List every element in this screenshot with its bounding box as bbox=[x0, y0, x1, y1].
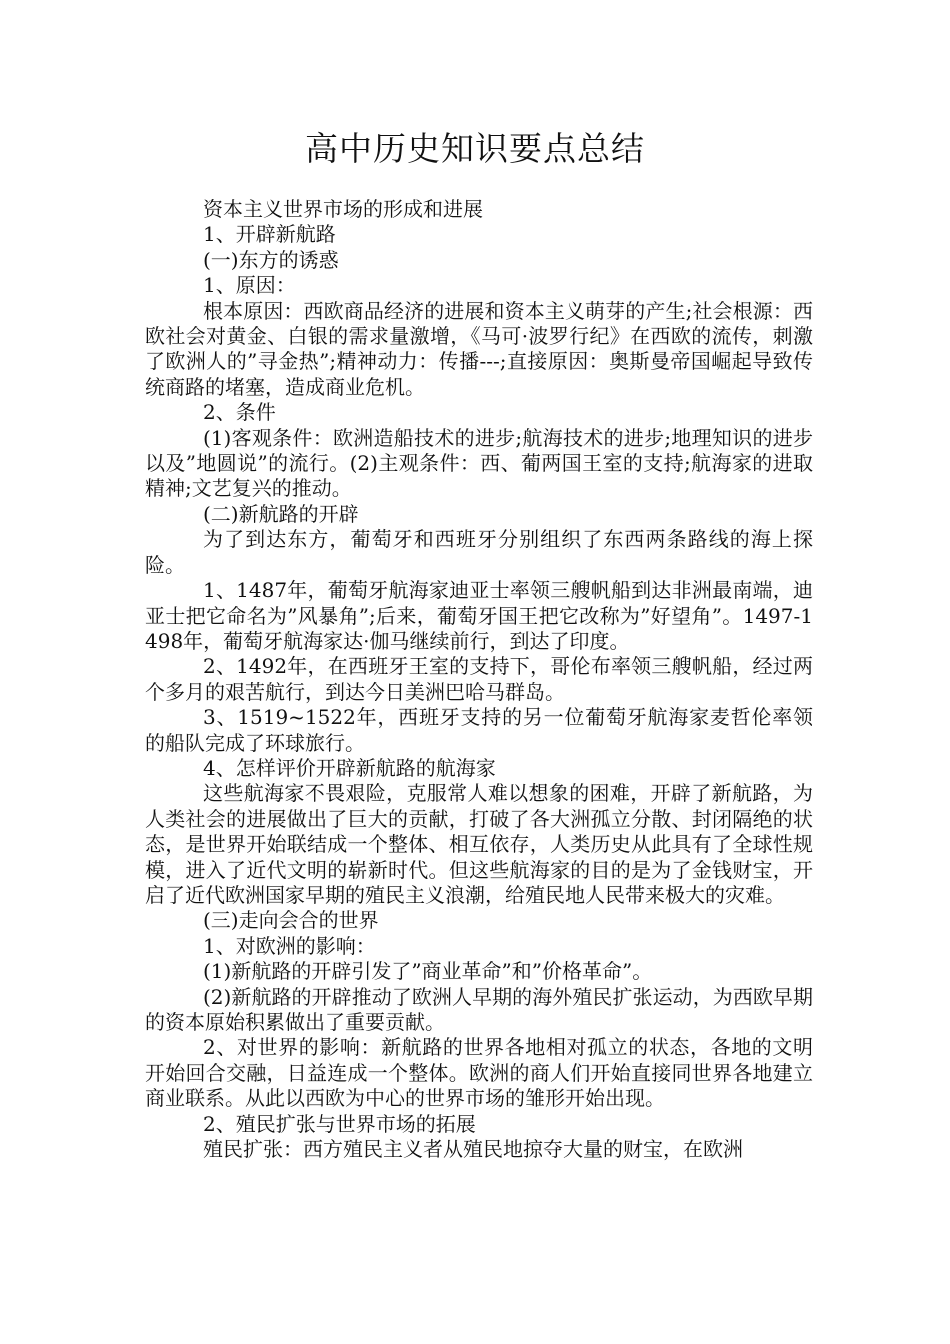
paragraph-section-heading: 资本主义世界市场的形成和进展 bbox=[203, 197, 483, 221]
paragraph: 2、1492年，在西班牙王室的支持下，哥伦布率领三艘帆船，经过两个多月的艰苦航行，到达今日美洲巴哈马群岛。 bbox=[145, 654, 813, 704]
paragraph: 殖民扩张：西方殖民主义者从殖民地掠夺大量的财宝，在欧洲 bbox=[203, 1137, 743, 1162]
paragraph: (1)客观条件：欧洲造船技术的进步;航海技术的进步;地理知识的进步以及”地圆说”的流行。(2)主观条件：西、葡两国王室的支持;航海家的进取精神;文艺复兴的推动。 bbox=[145, 425, 813, 501]
paragraph-heading: 1、对欧洲的影响： bbox=[203, 933, 376, 958]
paragraph: 为了到达东方，葡萄牙和西班牙分别组织了东西两条路线的海上探险。 bbox=[145, 527, 813, 577]
paragraph: 3、1519~1522年，西班牙支持的另一位葡萄牙航海家麦哲伦率领的船队完成了环球旅行。 bbox=[145, 705, 813, 755]
paragraph: 1、1487年，葡萄牙航海家迪亚士率领三艘帆船到达非洲最南端，迪亚士把它命名为”风暴角”;后来，葡萄牙国王把它改称为”好望角”。1497-1498年，葡萄牙航海家达·伽马继续前行，到达了印度。 bbox=[145, 578, 813, 653]
paragraph: (2)新航路的开辟推动了欧洲人早期的海外殖民扩张运动，为西欧早期的资本原始积累做出了重要贡献。 bbox=[145, 984, 813, 1034]
paragraph-heading: 2、条件 bbox=[203, 400, 276, 425]
document-title: 高中历史知识要点总结 bbox=[305, 129, 645, 168]
paragraph: (1)新航路的开辟引发了”商业革命”和”价格革命”。 bbox=[203, 959, 653, 984]
paragraph-heading: 1、原因： bbox=[203, 273, 296, 298]
paragraph-heading: 2、殖民扩张与世界市场的拓展 bbox=[203, 1111, 476, 1136]
paragraph-subheading: (一)东方的诱惑 bbox=[203, 247, 339, 272]
paragraph: 这些航海家不畏艰险，克服常人难以想象的困难，开辟了新航路，为人类社会的进展做出了巨大的贡献，打破了各大洲孤立分散、封闭隔绝的状态，是世界开始联结成一个整体、相互依存，人类历史从此具有了全球性规模，进入了近代文明的崭新时代。但这些航海家的目的是为了金钱财宝，开启了近代欧洲国家早期的殖民主义浪潮，给殖民地人民带来极大的灾难。 bbox=[145, 781, 813, 907]
document-body bbox=[145, 197, 813, 1162]
paragraph: 根本原因：西欧商品经济的进展和资本主义萌芽的产生;社会根源：西欧社会对黄金、白银的需求量激增，《马可·波罗行纪》在西欧的流传，刺激了欧洲人的”寻金热”;精神动力：传播---;直接原因：奥斯曼帝国崛起导致传统商路的堵塞，造成商业危机。 bbox=[145, 298, 813, 399]
paragraph-heading: 1、开辟新航路 bbox=[203, 222, 336, 247]
paragraph-subheading: (三)走向会合的世界 bbox=[203, 908, 379, 933]
paragraph-subheading: (二)新航路的开辟 bbox=[203, 501, 359, 526]
paragraph: 2、对世界的影响：新航路的世界各地相对孤立的状态，各地的文明开始回合交融，日益连成一个整体。欧洲的商人们开始直接同世界各地建立商业联系。从此以西欧为中心的世界市场的雏形开始出现。 bbox=[145, 1035, 813, 1111]
paragraph-heading: 4、怎样评价开辟新航路的航海家 bbox=[203, 755, 496, 780]
